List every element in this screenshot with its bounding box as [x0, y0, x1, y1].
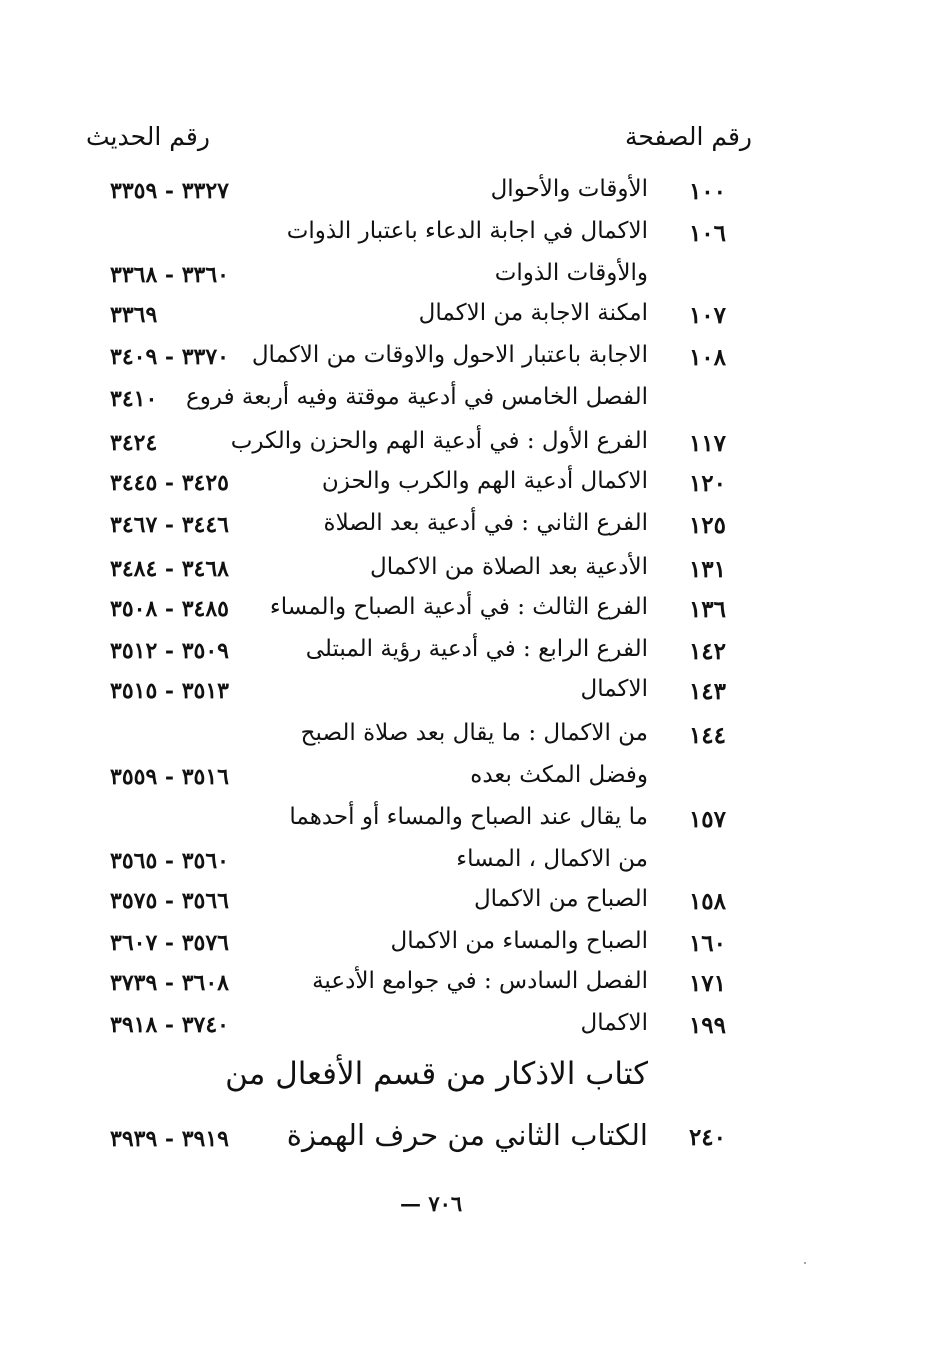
row-page-number: ١٠٨	[688, 344, 726, 371]
row-page-number: ١٠٠	[688, 178, 726, 205]
last-row-page: ٢٤٠	[688, 1124, 726, 1151]
row-hadith-range: ٣٣٧٠ - ٣٤٠٩	[110, 344, 229, 370]
row-page-number: ١٧١	[688, 970, 726, 997]
book-heading: كتاب الاذكار من قسم الأفعال من	[225, 1056, 648, 1092]
row-page-number: ١٢٥	[688, 512, 726, 539]
row-page-number: ١٣١	[688, 556, 726, 583]
row-title: الفرع الثالث : في أدعية الصباح والمساء	[269, 594, 648, 620]
row-title: الصباح والمساء من الاكمال	[390, 928, 648, 954]
row-title: الأدعية بعد الصلاة من الاكمال	[370, 554, 648, 580]
row-page-number: ١٤٣	[688, 678, 726, 705]
last-row-title: الكتاب الثاني من حرف الهمزة	[286, 1118, 648, 1152]
row-title: الاجابة باعتبار الاحول والاوقات من الاكمال	[251, 342, 648, 368]
row-page-number: ١٦٠	[688, 930, 726, 957]
row-title: الأوقات والأحوال	[490, 176, 648, 202]
row-page-number: ١١٧	[688, 430, 726, 457]
row-hadith-range: ٣٤٢٥ - ٣٤٤٥	[110, 470, 229, 496]
row-page-number: ١٠٧	[688, 302, 726, 329]
row-hadith-range: ٣٧٤٠ - ٣٩١٨	[110, 1012, 229, 1038]
row-hadith-range: ٣٤٤٦ - ٣٤٦٧	[110, 512, 229, 538]
row-title: الفصل الخامس في أدعية موقتة وفيه أربعة فروع	[186, 384, 648, 410]
row-title: من الاكمال : ما يقال بعد صلاة الصبح	[300, 720, 648, 746]
row-page-number: ١٢٠	[688, 470, 726, 497]
last-row-range: ٣٩١٩ - ٣٩٣٩	[110, 1126, 229, 1152]
row-hadith-range: ٣٥١٣ - ٣٥١٥	[110, 678, 229, 704]
row-hadith-range: ٣٥٠٩ - ٣٥١٢	[110, 638, 229, 664]
row-hadith-range: ٣٤١٠	[110, 386, 158, 412]
row-page-number: ١٩٩	[688, 1012, 726, 1039]
row-page-number: ١٠٦	[688, 220, 726, 247]
row-title: الفرع الرابع : في أدعية رؤية المبتلى	[305, 636, 648, 662]
row-hadith-range: ٣٥٦٠ - ٣٥٦٥	[110, 848, 229, 874]
row-hadith-range: ٣٥١٦ - ٣٥٥٩	[110, 764, 229, 790]
row-title: الفرع الأول : في أدعية الهم والحزن والكرب	[230, 428, 648, 454]
row-hadith-range: ٣٣٦٩	[110, 302, 158, 328]
row-title: الصباح من الاكمال	[473, 886, 648, 912]
row-title: ما يقال عند الصباح والمساء أو أحدهما	[289, 804, 648, 830]
row-hadith-range: ٣٥٧٦ - ٣٦٠٧	[110, 930, 229, 956]
row-page-number: ١٤٤	[688, 722, 726, 749]
row-hadith-range: ٣٦٠٨ - ٣٧٣٩	[110, 970, 229, 996]
row-page-number: ١٥٨	[688, 888, 726, 915]
row-title: الاكمال في اجابة الدعاء باعتبار الذوات	[286, 218, 648, 244]
row-page-number: ١٣٦	[688, 596, 726, 623]
row-hadith-range: ٣٤٢٤	[110, 430, 158, 456]
row-title: الفصل السادس : في جوامع الأدعية	[312, 968, 648, 994]
row-title-continuation: وفضل المكث بعده	[470, 762, 648, 788]
row-title: امكنة الاجابة من الاكمال	[418, 300, 648, 326]
page-number: — ٧٠٦	[400, 1191, 463, 1216]
page-number-column-header: رقم الصفحة	[624, 122, 752, 151]
row-title: الفرع الثاني : في أدعية بعد الصلاة	[323, 510, 648, 536]
row-title-continuation: من الاكمال ، المساء	[456, 846, 648, 872]
row-title: الاكمال	[580, 676, 648, 702]
row-title: الاكمال أدعية الهم والكرب والحزن	[321, 468, 648, 494]
row-page-number: ١٥٧	[688, 806, 726, 833]
row-page-number: ١٤٢	[688, 638, 726, 665]
row-hadith-range: ٣٥٦٦ - ٣٥٧٥	[110, 888, 229, 914]
hadith-number-column-header: رقم الحديث	[86, 122, 210, 151]
row-hadith-range: ٣٣٦٠ - ٣٣٦٨	[110, 262, 229, 288]
row-title-continuation: والأوقات الذوات	[494, 260, 648, 286]
row-hadith-range: ٣٤٦٨ - ٣٤٨٤	[110, 556, 229, 582]
row-hadith-range: ٣٤٨٥ - ٣٥٠٨	[110, 596, 229, 622]
ink-speck	[804, 1262, 806, 1264]
row-hadith-range: ٣٣٢٧ - ٣٣٥٩	[110, 178, 229, 204]
row-title: الاكمال	[580, 1010, 648, 1036]
